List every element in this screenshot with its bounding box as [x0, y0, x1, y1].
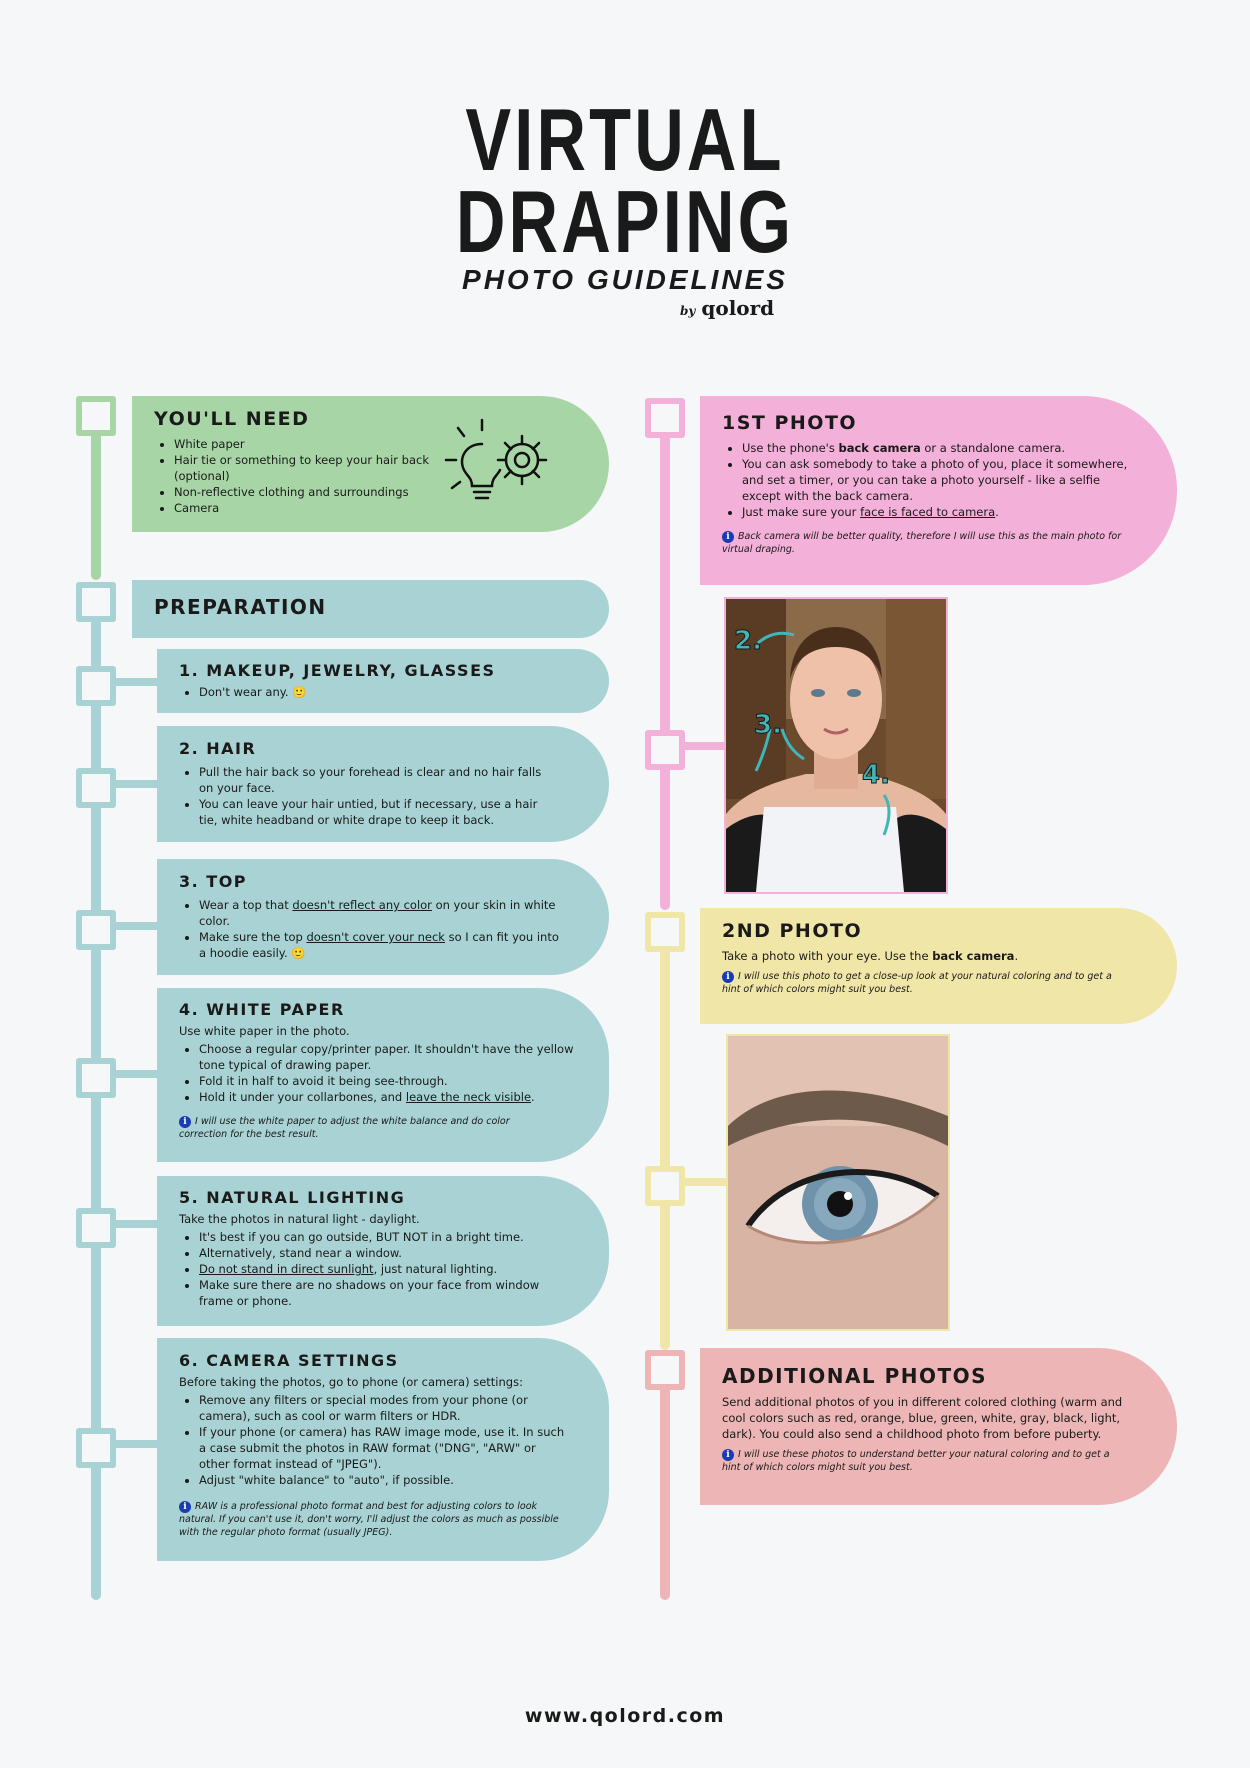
needs-title: YOU'LL NEED	[154, 408, 310, 430]
timeline-node	[76, 396, 116, 436]
hair-list	[179, 764, 559, 828]
lighting-card	[157, 1176, 609, 1326]
list-item: • Camera	[174, 500, 444, 516]
list-item: • You can leave your hair untied, but if necessary, use a hair tie, white headband or white drape to keep it back.	[199, 796, 559, 828]
timeline-connector	[116, 922, 158, 930]
camera-settings-title: 6. CAMERA SETTINGS	[179, 1351, 399, 1370]
hair-title: 2. HAIR	[179, 739, 257, 758]
text: Hold it under your collarbones, and	[199, 1090, 406, 1104]
list-item	[199, 1261, 569, 1277]
second-photo-intro	[722, 948, 1155, 964]
info-icon: i	[722, 971, 734, 983]
timeline-node	[645, 398, 685, 438]
camera-settings-note	[179, 1500, 569, 1539]
lightbulb-gear-icon	[444, 418, 566, 506]
list-item	[199, 1089, 579, 1105]
first-photo-list	[722, 440, 1142, 520]
white-paper-list	[179, 1041, 579, 1105]
timeline-node	[645, 730, 685, 770]
white-paper-intro: Use white paper in the photo.	[179, 1024, 350, 1038]
info-icon: i	[179, 1116, 191, 1128]
title-line-2: DRAPING	[455, 172, 795, 271]
top-card	[157, 859, 609, 975]
bold-text: back camera	[932, 949, 1015, 963]
text: Wear a top that	[199, 898, 293, 912]
underlined-text: doesn't cover your neck	[306, 930, 445, 944]
underlined-text: Do not stand in direct sunlight	[199, 1262, 374, 1276]
additional-photos-note	[722, 1448, 1122, 1474]
timeline-node	[645, 1350, 685, 1390]
first-photo-note	[722, 530, 1132, 556]
timeline-node	[76, 910, 116, 950]
list-item: • Choose a regular copy/printer paper. It shouldn't have the yellow tone typical of drawing paper.	[199, 1041, 579, 1073]
subtitle: PHOTO GUIDELINES	[462, 264, 788, 295]
text: on your skin in white color.	[199, 898, 556, 928]
list-item: • Alternatively, stand near a window.	[199, 1245, 569, 1261]
first-photo-title: 1ST PHOTO	[722, 412, 858, 434]
text: .	[1014, 949, 1019, 963]
camera-settings-card	[157, 1338, 609, 1561]
white-paper-note	[179, 1115, 559, 1141]
timeline-node	[76, 582, 116, 622]
timeline-node	[645, 1166, 685, 1206]
text: , just natural lighting.	[373, 1262, 498, 1276]
info-icon: i	[722, 1449, 734, 1461]
title-line-1: VIRTUAL	[465, 90, 785, 189]
makeup-card	[157, 649, 609, 713]
text: or a standalone camera.	[920, 441, 1066, 455]
list-item: • If your phone (or camera) has RAW image mode, use it. In such a case submit the photos in RAW format ("DNG", "ARW" or other format instead of "JPEG").	[199, 1424, 569, 1472]
text: Use the phone's	[742, 441, 839, 455]
second-photo-card	[700, 908, 1177, 1024]
note-text: RAW is a professional photo format and best for adjusting colors to look natural. If you can't use it, don't worry, I'll adjust the colors as much as possible with the regular photo format (usually JPEG).	[179, 1501, 559, 1538]
selfie-example-photo	[724, 597, 948, 894]
additional-photos-card	[700, 1348, 1177, 1505]
needs-card	[132, 396, 609, 532]
makeup-list	[179, 684, 587, 700]
preparation-header	[132, 580, 609, 638]
text: so I can fit you into a hoodie easily. 🙂	[199, 930, 559, 960]
timeline-connector	[685, 742, 727, 750]
list-item: • White paper	[174, 436, 444, 452]
lighting-title: 5. NATURAL LIGHTING	[179, 1188, 406, 1207]
lighting-intro: Take the photos in natural light - daylight.	[179, 1212, 420, 1226]
timeline-connector	[116, 1440, 158, 1448]
list-item: • Pull the hair back so your forehead is clear and no hair falls on your face.	[199, 764, 559, 796]
underlined-text: doesn't reflect any color	[292, 898, 432, 912]
timeline-pink	[660, 410, 670, 910]
additional-photos-text: Send additional photos of you in different colored clothing (warm and cool colors such as red, orange, blue, green, white, gray, black, light, dark). You could also send a childhood photo from before puberty.	[722, 1395, 1123, 1441]
timeline-node	[76, 1428, 116, 1468]
text: .	[995, 505, 999, 519]
note-text: Back camera will be better quality, therefore I will use this as the main photo for virtual draping.	[722, 531, 1122, 555]
list-item: • Non-reflective clothing and surroundings	[174, 484, 444, 500]
photo-label-3: 3.	[754, 710, 782, 740]
photo-label-2: 2.	[734, 626, 762, 656]
first-photo-card	[700, 396, 1177, 585]
timeline-node	[76, 768, 116, 808]
top-list	[179, 897, 569, 961]
list-item: • Fold it in half to avoid it being see-through.	[199, 1073, 579, 1089]
eye-illustration	[728, 1036, 948, 1329]
bold-text: back camera	[838, 441, 921, 455]
additional-photos-title: ADDITIONAL PHOTOS	[722, 1364, 988, 1388]
camera-settings-list	[179, 1392, 569, 1488]
info-icon: i	[722, 531, 734, 543]
list-item: • You can ask somebody to take a photo of you, place it somewhere, and set a timer, or you can take a photo yourself - like a selfie except with the back camera.	[742, 456, 1142, 504]
footer-url[interactable]: www.qolord.com	[524, 1705, 726, 1727]
list-item: • It's best if you can go outside, BUT NOT in a bright time.	[199, 1229, 569, 1245]
photo-label-4: 4.	[862, 760, 890, 790]
note-text: I will use the white paper to adjust the white balance and do color correction for the best result.	[179, 1116, 510, 1140]
list-item: • Adjust "white balance" to "auto", if possible.	[199, 1472, 569, 1488]
text: Take a photo with your eye. Use the	[722, 949, 933, 963]
camera-settings-intro: Before taking the photos, go to phone (or camera) settings:	[179, 1375, 523, 1389]
list-item	[199, 929, 569, 961]
info-icon: i	[179, 1501, 191, 1513]
timeline-rose	[660, 1360, 670, 1600]
timeline-node	[645, 912, 685, 952]
text: .	[531, 1090, 535, 1104]
timeline-connector	[116, 678, 158, 686]
timeline-node	[76, 1208, 116, 1248]
list-item: • Remove any filters or special modes from your phone (or camera), such as cool or warm filters or HDR.	[199, 1392, 569, 1424]
white-paper-card	[157, 988, 609, 1162]
list-item: • Don't wear any. 🙂	[199, 684, 587, 700]
list-item	[742, 440, 1142, 456]
list-item	[199, 897, 569, 929]
text: Make sure the top	[199, 930, 307, 944]
timeline-connector	[685, 1178, 727, 1186]
lighting-list	[179, 1229, 569, 1309]
timeline-connector	[116, 1070, 158, 1078]
eye-example-photo	[726, 1034, 950, 1331]
second-photo-note	[722, 970, 1122, 996]
brand-byline	[680, 296, 774, 320]
by-label: by	[680, 304, 696, 318]
makeup-title: 1. MAKEUP, JEWELRY, GLASSES	[179, 661, 496, 680]
timeline-yellow	[660, 920, 670, 1350]
underlined-text: leave the neck visible	[405, 1090, 532, 1104]
note-text: I will use these photos to understand better your natural coloring and to get a hint of which colors might suit you best.	[722, 1449, 1110, 1473]
brand-logo: qolord	[701, 296, 775, 320]
timeline-connector	[116, 1220, 158, 1228]
preparation-title: PREPARATION	[154, 595, 327, 619]
list-item: • Hair tie or something to keep your hair back (optional)	[174, 452, 444, 484]
timeline-node	[76, 666, 116, 706]
white-paper-title: 4. WHITE PAPER	[179, 1000, 345, 1019]
selfie-illustration	[726, 599, 946, 892]
top-title: 3. TOP	[179, 872, 248, 891]
text: Just make sure your	[742, 505, 861, 519]
timeline-connector	[116, 780, 158, 788]
underlined-text: face is faced to camera	[860, 505, 996, 519]
note-text: I will use this photo to get a close-up look at your natural coloring and to get a hint of which colors might suit you best.	[722, 971, 1112, 995]
timeline-node	[76, 1058, 116, 1098]
list-item	[742, 504, 1142, 520]
needs-list	[154, 436, 444, 516]
list-item: • Make sure there are no shadows on your face from window frame or phone.	[199, 1277, 569, 1309]
hair-card	[157, 726, 609, 842]
second-photo-title: 2ND PHOTO	[722, 920, 863, 942]
